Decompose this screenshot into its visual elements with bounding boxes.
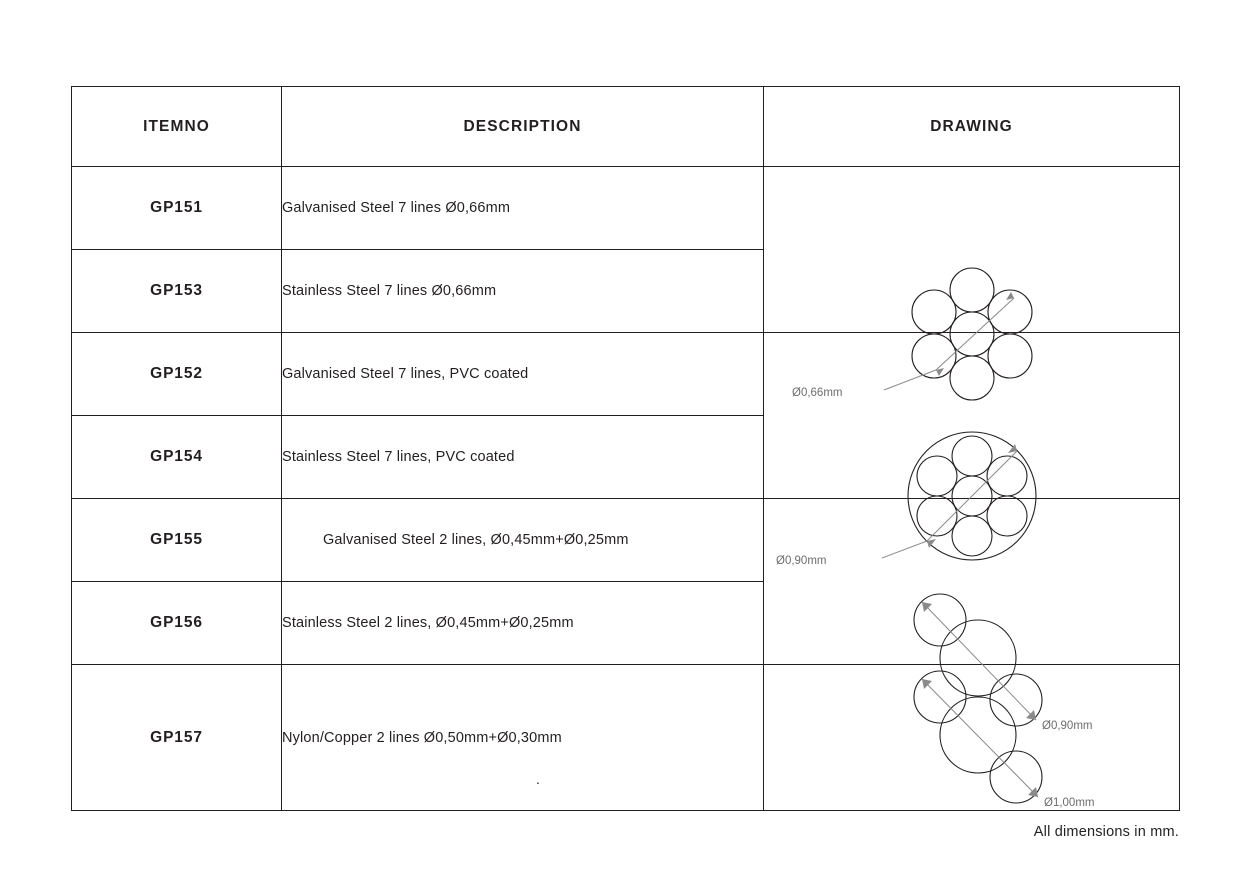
column-header-description: DESCRIPTION xyxy=(282,87,764,167)
column-header-drawing: DRAWING xyxy=(764,87,1180,167)
cell-description: Stainless Steel 7 lines Ø0,66mm xyxy=(282,250,764,333)
cell-description: Nylon/Copper 2 lines Ø0,50mm+Ø0,30mm xyxy=(282,665,764,811)
cell-itemno: GP155 xyxy=(72,499,282,582)
table-row xyxy=(72,499,1180,582)
cell-itemno: GP156 xyxy=(72,582,282,665)
table-row xyxy=(72,333,1180,416)
cell-description: Stainless Steel 7 lines, PVC coated xyxy=(282,416,764,499)
stray-mark: . xyxy=(536,771,540,787)
cell-description: Galvanised Steel 7 lines, PVC coated xyxy=(282,333,764,416)
specification-table xyxy=(71,86,1180,811)
cell-itemno: GP152 xyxy=(72,333,282,416)
cell-itemno: GP154 xyxy=(72,416,282,499)
cell-description: Stainless Steel 2 lines, Ø0,45mm+Ø0,25mm xyxy=(282,582,764,665)
table-row xyxy=(72,665,1180,811)
cell-description: Galvanised Steel 7 lines Ø0,66mm xyxy=(282,167,764,250)
cell-itemno: GP153 xyxy=(72,250,282,333)
table-row xyxy=(72,167,1180,250)
table-header-row xyxy=(72,87,1180,167)
cell-itemno: GP157 xyxy=(72,665,282,811)
dimension-label: Ø0,66mm xyxy=(792,386,843,399)
cell-itemno: GP151 xyxy=(72,167,282,250)
cell-drawing-2-lines-steel xyxy=(764,499,1180,732)
two-wire-nylon-copper-diagram-icon xyxy=(764,665,1180,810)
table-body xyxy=(72,167,1180,811)
drawing-2-lines-nylon-copper xyxy=(764,665,1179,810)
cell-drawing-2-lines-nylon-copper xyxy=(764,665,1180,811)
dimension-label: Ø0,90mm xyxy=(776,554,827,567)
dimension-label: Ø1,00mm xyxy=(1044,797,1095,809)
table-head xyxy=(72,87,1180,167)
column-header-itemno: ITEMNO xyxy=(72,87,282,167)
dimension-label: Ø0,90mm xyxy=(1042,719,1093,732)
cell-drawing-7-lines-bare xyxy=(764,167,1180,399)
footnote-all-dimensions: All dimensions in mm. xyxy=(1033,824,1179,840)
cell-drawing-7-lines-pvc xyxy=(764,333,1180,567)
cell-description: Galvanised Steel 2 lines, Ø0,45mm+Ø0,25mm xyxy=(282,499,764,582)
